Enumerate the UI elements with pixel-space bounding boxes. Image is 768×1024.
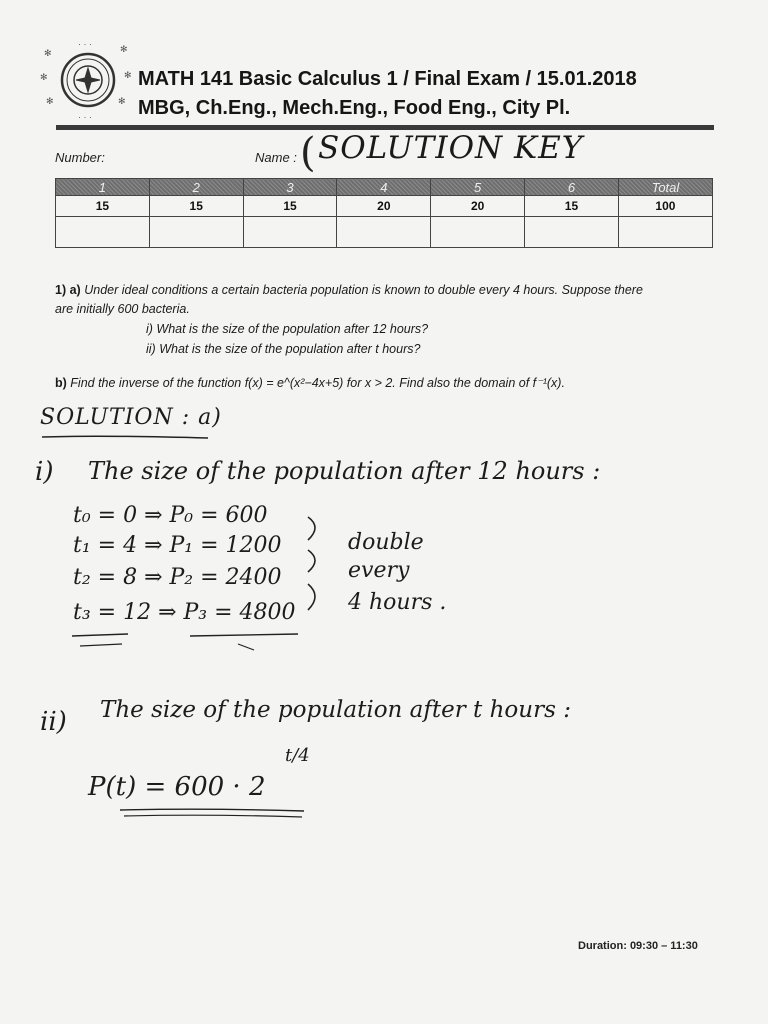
question-1a-ii: ii) What is the size of the population after t hours? xyxy=(146,342,421,356)
name-paren: ( xyxy=(300,130,316,176)
student-number-label: Number: xyxy=(55,150,105,165)
score-blank-cell xyxy=(337,217,431,248)
score-header-cell: 5 xyxy=(431,179,525,196)
student-name-label: Name : xyxy=(255,150,297,165)
score-points-cell: 15 xyxy=(243,196,337,217)
score-points-cell: 15 xyxy=(56,196,150,217)
svg-text:✻: ✻ xyxy=(120,44,128,54)
question-number: 1) xyxy=(55,283,67,297)
question-1a-i: i) What is the size of the population after 12 hours? xyxy=(146,322,429,336)
question-1a-continued: are initially 600 bacteria. xyxy=(55,302,190,316)
part-i-text: The size of the population after 12 hours : xyxy=(88,457,601,485)
score-blank-cell xyxy=(149,217,243,248)
solution-heading: SOLUTION : a) xyxy=(40,405,222,430)
svg-text:· · ·: · · · xyxy=(78,112,92,122)
score-blank-cell xyxy=(243,217,337,248)
solution-underline xyxy=(40,434,210,440)
score-table xyxy=(55,178,713,248)
population-step: t₁ = 4 ⇒ P₁ = 1200 xyxy=(73,533,282,558)
score-header-cell: 1 xyxy=(56,179,150,196)
result-underlines xyxy=(70,628,310,658)
population-step: t₃ = 12 ⇒ P₃ = 4800 xyxy=(73,600,296,625)
step-brackets xyxy=(300,512,340,622)
score-header-cell: 3 xyxy=(243,179,337,196)
svg-text:✻: ✻ xyxy=(40,72,48,82)
question-1a xyxy=(55,283,643,297)
score-points-cell: 15 xyxy=(149,196,243,217)
score-blank-cell xyxy=(525,217,619,248)
score-table-blank-row xyxy=(56,217,713,248)
score-table-header-row xyxy=(56,179,713,196)
part-ii-label: ii) xyxy=(40,707,67,737)
score-points-cell: 20 xyxy=(337,196,431,217)
population-step: t₂ = 8 ⇒ P₂ = 2400 xyxy=(73,565,282,590)
part-i-label: i) xyxy=(35,457,54,487)
score-header-cell: 4 xyxy=(337,179,431,196)
score-blank-cell xyxy=(431,217,525,248)
score-header-cell: 2 xyxy=(149,179,243,196)
question-part-label: b) xyxy=(55,376,67,390)
formula-exponent: t/4 xyxy=(285,745,310,766)
score-header-cell: 6 xyxy=(525,179,619,196)
question-1b-text: Find the inverse of the function f(x) = e^(x²−4x+5) for x > 2. Find also the domain of f⁻¹(x). xyxy=(70,376,565,390)
question-part-label: a) xyxy=(69,283,81,297)
population-step: t₀ = 0 ⇒ P₀ = 600 xyxy=(73,503,268,528)
university-seal-logo xyxy=(38,38,134,122)
svg-text:· · ·: · · · xyxy=(78,39,92,49)
svg-text:✻: ✻ xyxy=(44,48,52,58)
score-points-cell: 100 xyxy=(618,196,712,217)
svg-text:✻: ✻ xyxy=(124,70,132,80)
exam-title: MATH 141 Basic Calculus 1 / Final Exam / 15.01.2018 xyxy=(138,68,637,90)
question-1b xyxy=(55,375,565,390)
svg-text:✻: ✻ xyxy=(46,96,54,106)
student-name-value: SOLUTION KEY xyxy=(318,130,584,166)
part-ii-text: The size of the population after t hours : xyxy=(100,697,571,723)
svg-text:✻: ✻ xyxy=(118,96,126,106)
bracket-note: 4 hours . xyxy=(348,590,447,615)
score-blank-cell xyxy=(56,217,150,248)
question-1a-text: Under ideal conditions a certain bacteria population is known to double every 4 hours. Suppose there xyxy=(84,283,643,297)
bracket-note: every xyxy=(348,558,410,583)
formula-underline xyxy=(118,806,308,820)
exam-duration: Duration: 09:30 – 11:30 xyxy=(578,940,698,952)
population-formula: P(t) = 600 · 2 xyxy=(88,772,266,802)
exam-departments: MBG, Ch.Eng., Mech.Eng., Food Eng., City Pl. xyxy=(138,97,571,119)
score-points-cell: 15 xyxy=(525,196,619,217)
bracket-note: double xyxy=(348,530,424,555)
score-table-points-row xyxy=(56,196,713,217)
score-points-cell: 20 xyxy=(431,196,525,217)
score-blank-cell xyxy=(618,217,712,248)
score-header-cell: Total xyxy=(618,179,712,196)
